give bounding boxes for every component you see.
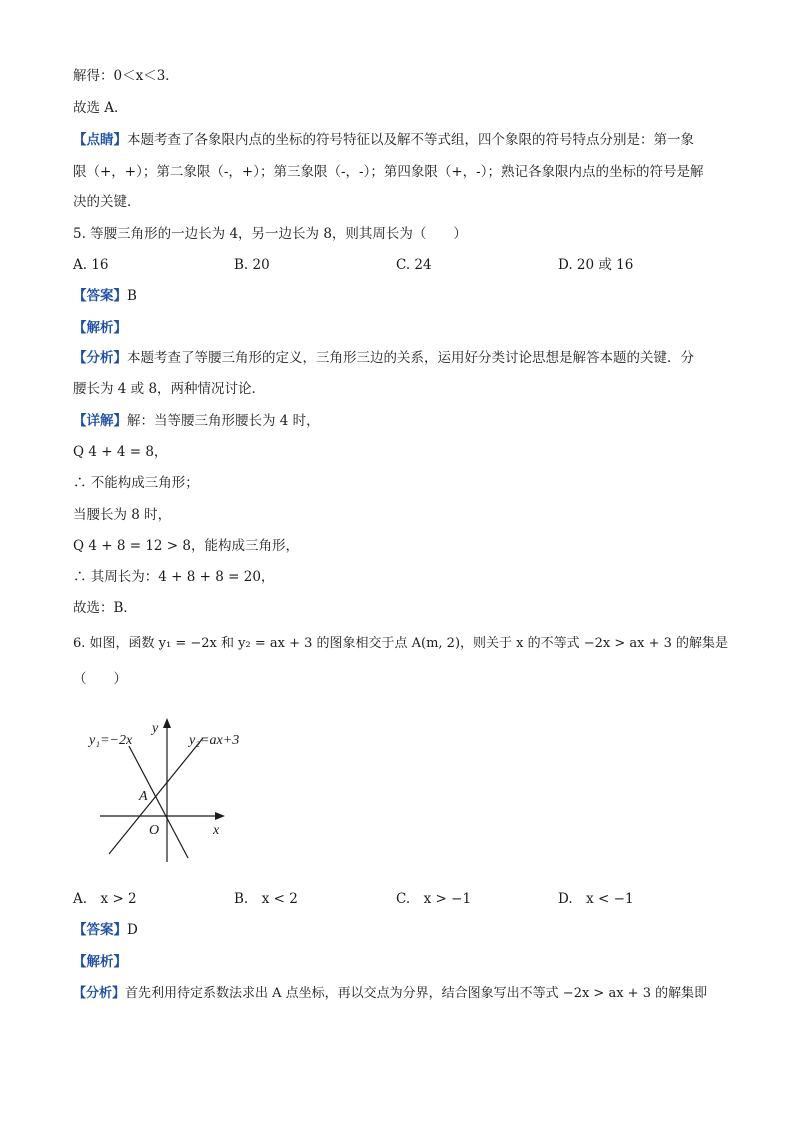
answer-value: D: [127, 922, 138, 938]
function-graph-figure: [85, 712, 265, 872]
answer-5: [73, 286, 137, 306]
x-axis-label: x: [213, 823, 220, 838]
fenxi-tag: 【分析】: [73, 350, 127, 366]
step-6: 故选：B．: [73, 600, 137, 616]
fenxi-text: 首先利用待定系数法求出 A 点坐标，再以交点为分界，结合图象写出不等式 −2x > ax + 3 的解集即: [125, 986, 708, 1001]
answer-6: [73, 920, 138, 940]
remark-line: [73, 130, 694, 150]
analysis-tag: 【解析】: [73, 320, 127, 336]
point-a-label: A: [139, 789, 148, 804]
question-5: 5. 等腰三角形的一边长为 4，另一边长为 8，则其周长为（ ）: [73, 226, 467, 242]
remark-tag: 【点睛】: [73, 132, 127, 148]
y-axis-label: y: [152, 721, 159, 736]
q6-option-c: C. x > −1: [396, 891, 472, 907]
xiangjie-5: [73, 411, 320, 431]
q6-option-a: A. x > 2: [73, 891, 137, 907]
q6-option-b: B. x < 2: [234, 891, 298, 907]
q5-option-d: D. 20 或 16: [558, 257, 634, 273]
xiangjie-text: 解：当等腰三角形腰长为 4 时，: [127, 413, 320, 429]
solution-line: 解得：0＜x＜3．: [73, 68, 179, 84]
question-6: 6. 如图，函数 y₁ = −2x 和 y₂ = ax + 3 的图象相交于点 A(m, 2)，则关于 x 的不等式 −2x > ax + 3 的解集是: [73, 636, 729, 651]
fenxi-text: 本题考查了等腰三角形的定义，三角形三边的关系，运用好分类讨论思想是解答本题的关键．分: [127, 350, 694, 366]
step-4: Q 4 + 8 = 12 > 8，能构成三角形，: [73, 538, 299, 554]
y2-label: y₂=ax+3: [189, 733, 240, 748]
answer-value: B: [127, 288, 137, 304]
choice-line: 故选 A．: [73, 100, 128, 116]
step-1: Q 4 + 4 = 8，: [73, 444, 168, 460]
xiangjie-tag: 【详解】: [73, 413, 127, 429]
analysis-6-header: [73, 952, 127, 972]
answer-tag: 【答案】: [73, 288, 127, 304]
step-3: 当腰长为 8 时，: [73, 507, 172, 523]
q5-option-c: C. 24: [396, 257, 432, 273]
fenxi-6: [73, 984, 707, 1004]
question-6-cont: （ ）: [73, 671, 127, 687]
step-5: ∴ 其周长为：4 + 8 + 8 = 20，: [73, 569, 275, 585]
q5-option-b: B. 20: [234, 257, 270, 273]
step-2: ∴ 不能构成三角形；: [73, 475, 199, 491]
analysis-tag: 【解析】: [73, 954, 127, 970]
q6-option-d: D. x < −1: [558, 891, 634, 907]
y1-label: y₁=−2x: [89, 733, 133, 748]
analysis-5-header: [73, 318, 127, 338]
q5-option-a: A. 16: [73, 257, 109, 273]
fenxi-tag: 【分析】: [73, 986, 126, 1001]
answer-tag: 【答案】: [73, 922, 127, 938]
fenxi-5: [73, 348, 694, 368]
origin-label: O: [149, 823, 160, 838]
fenxi-5-cont: 腰长为 4 或 8，两种情况讨论．: [73, 381, 266, 397]
remark-line-3: 决的关键．: [73, 194, 141, 210]
remark-text: 本题考查了各象限内点的坐标的符号特征以及解不等式组，四个象限的符号特点分别是：第一象: [127, 132, 694, 148]
remark-line-2: 限（+，+）；第二象限（-，+）；第三象限（-，-）；第四象限（+，-）；熟记各象限内点的坐标的符号是解: [73, 164, 704, 180]
